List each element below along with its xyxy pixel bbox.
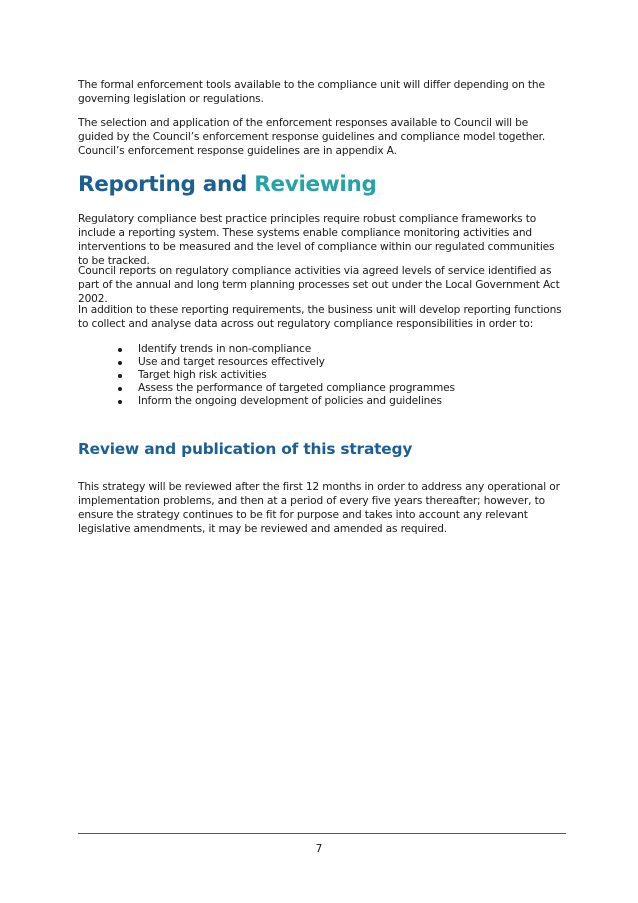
enforcement-responses-paragraph: The selection and application of the enforcement responses available to Council will be guided by the Council’s enforcement response guidelines and compliance model together. Council’s enforcement response guidelines are in appendix A. xyxy=(78,117,546,157)
review-publication-heading: Review and publication of this strategy xyxy=(78,440,413,458)
council-reports-paragraph: Council reports on regulatory compliance activities via agreed levels of service identified as part of the annual and long term planning processes set out under the Local Government Act 2002. xyxy=(78,265,560,305)
reporting-functions-paragraph: In addition to these reporting requirements, the business unit will develop reporting functions to collect and analyse data across out regulatory compliance responsibilities in order to: xyxy=(78,304,562,330)
list-item: Assess the performance of targeted compliance programmes xyxy=(116,382,455,395)
reporting-and-reviewing-heading xyxy=(78,170,377,200)
best-practice-paragraph: Regulatory compliance best practice principles require robust compliance frameworks to include a reporting system. These systems enable compliance monitoring activities and interventions to be measured and the level of compliance within our regulated communities to be tracked. xyxy=(78,213,555,267)
list-item: Target high risk activities xyxy=(116,369,455,382)
reporting-purposes-list xyxy=(116,343,455,408)
footer-divider xyxy=(78,833,566,834)
strategy-review-paragraph: This strategy will be reviewed after the first 12 months in order to address any operational or implementation problems, and then at a period of every five years thereafter; however, to ensure the strategy continues to be fit for purpose and takes into account any relevant legislative amendments, it may be reviewed and amended as required. xyxy=(78,481,560,535)
list-item: Inform the ongoing development of policies and guidelines xyxy=(116,395,455,408)
enforcement-tools-paragraph: The formal enforcement tools available to the compliance unit will differ depending on the governing legislation or regulations. xyxy=(78,79,545,105)
heading-word-reporting: Reporting xyxy=(78,172,196,197)
heading-word-and: and xyxy=(202,172,248,197)
list-item: Identify trends in non-compliance xyxy=(116,343,455,356)
heading-word-reviewing: Reviewing xyxy=(254,172,377,197)
page-number: 7 xyxy=(315,843,323,855)
list-item: Use and target resources effectively xyxy=(116,356,455,369)
